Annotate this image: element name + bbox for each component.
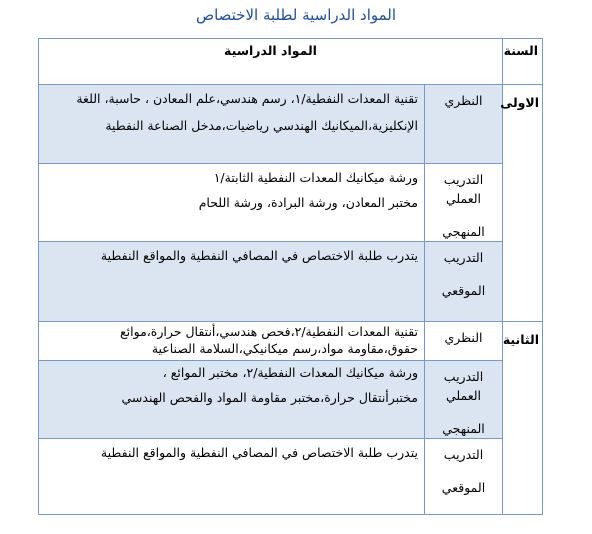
content-line: مختبرأنتقال حرارة،مختبر مقاومة المواد والفحص الهندسي [121, 390, 418, 405]
table-row [39, 85, 543, 164]
content-line: يتدرب طلبة الاختصاص في المصافي النفطية والمواقع النفطية [100, 248, 418, 263]
curriculum-table [38, 38, 543, 515]
row-type-label: التدريب [443, 447, 484, 462]
content-line: ورشة ميكانيك المعدات النفطية/٢، مختبر الموائع ، [162, 365, 418, 380]
row-type [425, 242, 503, 322]
row-type-label: التدريب العملي [443, 369, 484, 403]
header-row [39, 39, 543, 85]
row-content [39, 322, 425, 361]
content-line: يتدرب طلبة الاختصاص في المصافي النفطية والمواقع النفطية [100, 445, 418, 460]
row-type [425, 439, 503, 515]
row-type-label: التدريب العملي [443, 172, 484, 206]
header-year: السنة [503, 39, 543, 85]
row-content [39, 85, 425, 164]
content-line: الإنكليزية،الميكانيك الهندسي رياضيات،مدخل الصناعة النفطية [105, 118, 418, 133]
row-content [39, 361, 425, 439]
content-line: تقنية المعدات النفطية/٢،فحص هندسي،أنتقال حرارة،موائع [120, 324, 418, 339]
row-type-label-2: المنهجي [442, 224, 485, 239]
page-title: المواد الدراسية لطلبة الاختصاص [195, 6, 397, 24]
table-row [39, 322, 543, 361]
row-content [39, 164, 425, 242]
content-line: حقوق،مقاومة مواد،رسم ميكانيكي،السلامة الصناعية [151, 341, 418, 356]
content-line: تقنية المعدات النفطية/١، رسم هندسي،علم المعادن ، حاسبة، اللغة [76, 91, 418, 106]
content-line: ورشة ميكانيك المعدات النفطية الثابتة/١ [213, 170, 418, 185]
row-content [39, 439, 425, 515]
row-content [39, 242, 425, 322]
row-type-label-2: الموقعي [441, 283, 486, 298]
header-subjects: المواد الدراسية [39, 39, 503, 85]
row-type-label: التدريب [443, 250, 484, 265]
row-type-label: النظري [444, 330, 483, 345]
row-type-label-2: المنهجي [442, 421, 485, 436]
table-row [39, 361, 543, 439]
row-type [425, 322, 503, 361]
row-type [425, 361, 503, 439]
row-type-label: النظري [444, 93, 483, 108]
row-type [425, 85, 503, 164]
year-label-second: الثانية [503, 322, 543, 515]
table-row [39, 439, 543, 515]
table-row [39, 242, 543, 322]
year-label-first: الاولى [503, 85, 543, 322]
table-row [39, 164, 543, 242]
row-type [425, 164, 503, 242]
content-line: مختبر المعادن، ورشة البرادة، ورشة اللحام [198, 195, 418, 210]
row-type-label-2: الموقعي [441, 480, 486, 495]
